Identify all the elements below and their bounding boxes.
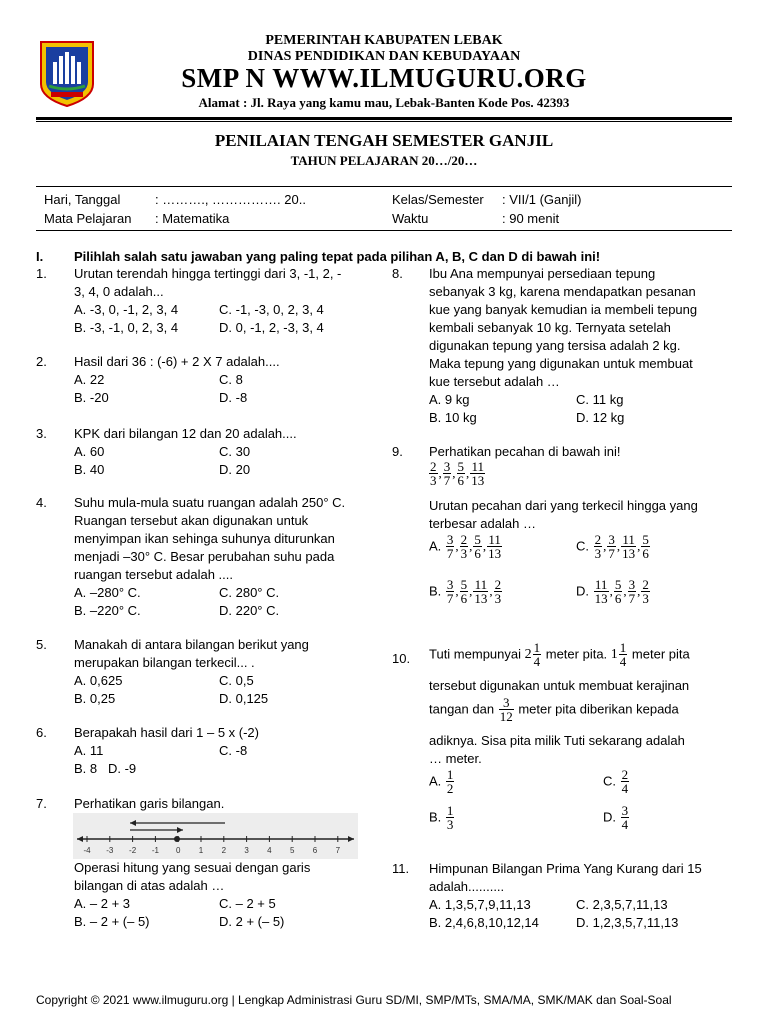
question-number: 10. xyxy=(392,651,411,666)
denominator: 13 xyxy=(594,591,608,606)
question-text: sebanyak 3 kg, karena mendapatkan pesanan xyxy=(429,284,696,299)
question-3 xyxy=(36,425,376,479)
question-text: Himpunan Bilangan Prima Yang Kurang dari 15 xyxy=(429,861,702,876)
denominator: 3 xyxy=(642,591,649,606)
fraction-separator: , xyxy=(603,538,607,554)
numerator: 2 xyxy=(594,532,602,547)
fraction-separator: , xyxy=(616,538,621,554)
fraction-separator: , xyxy=(637,538,641,554)
fraction xyxy=(457,460,466,487)
fraction xyxy=(621,804,630,831)
question-text: KPK dari bilangan 12 dan 20 adalah.... xyxy=(74,426,297,441)
option-label: B. xyxy=(429,583,442,599)
info-top-rule xyxy=(36,186,732,187)
numerator: 2 xyxy=(460,532,468,547)
fraction xyxy=(619,641,628,668)
question-number: 1. xyxy=(36,266,47,281)
question-8 xyxy=(392,265,737,427)
question-number: 11. xyxy=(392,861,410,876)
fraction-separator: , xyxy=(637,583,641,599)
option-c: C. 11 kg xyxy=(576,392,624,407)
option-d-fractions xyxy=(593,577,651,606)
question-text: Tuti mempunyai xyxy=(429,646,521,662)
option-c: C. -1, -3, 0, 2, 3, 4 xyxy=(219,302,324,317)
section-instruction: Pilihlah salah satu jawaban yang paling tepat pada pilihan A, B, C dan D di bawah ini! xyxy=(74,249,601,264)
number-line-tick-label: 1 xyxy=(198,846,204,855)
fraction xyxy=(607,533,616,560)
numerator: 3 xyxy=(443,459,451,474)
option-c: C. – 2 + 5 xyxy=(219,896,276,911)
number-line-tick-label: 5 xyxy=(289,846,295,855)
question-text: adiknya. Sisa pita milik Tuti sekarang adalah xyxy=(429,733,685,748)
fraction xyxy=(460,533,469,560)
fraction xyxy=(487,533,502,560)
fraction xyxy=(641,533,650,560)
question-text: Maka tepung yang digunakan untuk membuat xyxy=(429,356,693,371)
question-text: ruangan tersebut adalah .... xyxy=(74,567,234,582)
question-6 xyxy=(36,724,376,778)
question-text: kembali sebanyak 10 kg. Ternyata setelah xyxy=(429,320,671,335)
fraction-separator: , xyxy=(609,583,613,599)
fraction xyxy=(443,460,452,487)
mixed-number-whole: 1 xyxy=(610,646,618,662)
option-label: A. xyxy=(429,773,442,789)
fraction xyxy=(641,578,650,605)
question-number: 4. xyxy=(36,495,47,510)
info-class-value: : VII/1 (Ganjil) xyxy=(502,192,582,207)
number-line-tick-label: 7 xyxy=(335,846,341,855)
option-b: B. – 2 + (– 5) xyxy=(74,914,150,929)
question-text: meter pita diberikan kepada xyxy=(518,701,679,717)
denominator: 3 xyxy=(594,546,602,561)
denominator: 3 xyxy=(494,591,502,606)
fraction xyxy=(446,578,455,605)
numerator: 11 xyxy=(594,577,608,592)
question-number: 2. xyxy=(36,354,47,369)
option-label: C. xyxy=(603,773,616,789)
option-b-fractions xyxy=(445,577,503,606)
question-text: Perhatikan pecahan di bawah ini! xyxy=(429,444,621,459)
question-text: Suhu mula-mula suatu ruangan adalah 250° C. xyxy=(74,495,346,510)
fraction xyxy=(494,578,503,605)
denominator: 7 xyxy=(446,591,454,606)
numerator: 2 xyxy=(494,577,502,592)
mixed-number-whole: 2 xyxy=(524,646,532,662)
option-d: D. 220° C. xyxy=(219,603,280,618)
numerator: 3 xyxy=(628,577,636,592)
number-line-tick-label: -1 xyxy=(151,846,159,855)
question-text: Perhatikan garis bilangan. xyxy=(74,796,225,811)
denominator: 6 xyxy=(474,546,481,561)
number-line-tick-label: 3 xyxy=(244,846,249,855)
info-day-value: : ………., ……………. 20.. xyxy=(155,192,306,207)
question-text: menjadi –30° C. Besar perubahan suhu pada xyxy=(74,549,335,564)
denominator: 4 xyxy=(533,654,541,669)
info-time-value: : 90 menit xyxy=(502,211,560,226)
numerator: 3 xyxy=(446,577,454,592)
question-text: bilangan di atas adalah … xyxy=(74,878,225,893)
denominator: 13 xyxy=(622,546,636,561)
fraction xyxy=(614,578,623,605)
question-text: meter pita xyxy=(631,646,690,662)
option-a: A. 60 xyxy=(74,444,105,459)
fraction xyxy=(594,533,603,560)
fraction-separator: , xyxy=(438,465,442,481)
option-a: A. -3, 0, -1, 2, 3, 4 xyxy=(74,302,179,317)
denominator: 3 xyxy=(460,546,468,561)
header-rule-thin xyxy=(36,121,732,122)
question-text: Operasi hitung yang sesuai dengan garis xyxy=(74,860,311,875)
numerator: 11 xyxy=(471,459,485,474)
question-text: merupakan bilangan terkecil... . xyxy=(74,655,255,670)
numerator: 5 xyxy=(457,459,464,474)
option-b xyxy=(429,804,455,831)
question-text: Urutan terendah hingga tertinggi dari 3, -1, 2, - xyxy=(74,266,342,281)
option-b: B. 40 xyxy=(74,462,105,477)
option-c: C. 0,5 xyxy=(219,673,254,688)
option-d: D. 2 + (– 5) xyxy=(219,914,285,929)
option-a: A. 0,625 xyxy=(74,673,123,688)
fraction xyxy=(446,533,455,560)
numerator: 1 xyxy=(533,640,541,655)
number-line-tick-label: 0 xyxy=(175,846,181,855)
numerator: 11 xyxy=(622,532,635,547)
question-text: Hasil dari 36 : (-6) + 2 X 7 adalah.... xyxy=(74,354,280,369)
option-c: C. 2,3,5,7,11,13 xyxy=(576,897,668,912)
question-text: Manakah di antara bilangan berikut yang xyxy=(74,637,309,652)
info-class-label: Kelas/Semester xyxy=(392,192,484,207)
school-address: Alamat : Jl. Raya yang kamu mau, Lebak-Banten Kode Pos. 42393 xyxy=(198,95,570,110)
numerator: 3 xyxy=(499,696,514,710)
header-rule xyxy=(36,117,732,120)
numerator: 3 xyxy=(446,532,454,547)
number-line-tick-label: 6 xyxy=(312,846,318,855)
question-5 xyxy=(36,636,376,708)
header-department: DINAS PENDIDIKAN DAN KEBUDAYAAN xyxy=(247,49,521,64)
numerator: 5 xyxy=(614,577,622,592)
number-line-tick-label: -4 xyxy=(83,846,91,855)
option-a: A. 22 xyxy=(74,372,105,387)
school-name: SMP N WWW.ILMUGURU.ORG xyxy=(181,63,587,93)
denominator: 2 xyxy=(446,781,454,796)
fraction-separator: , xyxy=(482,538,487,554)
question-4 xyxy=(36,494,376,620)
fraction-separator: , xyxy=(452,465,456,481)
fraction xyxy=(460,578,469,605)
option-label: B. xyxy=(429,809,442,825)
question-text: tangan dan xyxy=(429,701,495,717)
option-c: C. -8 xyxy=(219,743,248,758)
question-number: 7. xyxy=(36,796,47,811)
fraction-separator: , xyxy=(455,583,459,599)
fraction xyxy=(533,641,542,668)
option-d xyxy=(603,804,630,831)
denominator: 6 xyxy=(460,591,468,606)
question-text: menyimpan ikan sehinga suhunya diturunkan xyxy=(74,531,335,546)
question-text: Ruangan tersebut akan digunakan untuk xyxy=(74,513,309,528)
question-text: terbesar adalah … xyxy=(429,516,536,531)
option-b: B. 0,25 xyxy=(74,691,116,706)
numerator: 2 xyxy=(430,459,437,474)
question-9 xyxy=(392,443,737,618)
question-text: … meter. xyxy=(429,751,482,766)
numerator: 11 xyxy=(488,532,501,547)
numerator: 5 xyxy=(460,577,468,592)
question-text: Ibu Ana mempunyai persediaan tepung xyxy=(429,266,656,281)
question-7 xyxy=(36,795,376,935)
option-b xyxy=(429,578,503,605)
question-text: meter pita. xyxy=(545,646,608,662)
section-number: I. xyxy=(36,249,44,264)
option-label: C. xyxy=(576,538,589,554)
question-1 xyxy=(36,265,376,337)
option-b: B. 10 kg xyxy=(429,410,477,425)
option-a: A. 11 xyxy=(74,743,104,758)
denominator: 3 xyxy=(430,473,437,488)
option-d: D. 12 kg xyxy=(576,410,625,425)
numerator: 1 xyxy=(446,767,454,782)
fraction-separator: , xyxy=(455,538,459,554)
option-c-fractions xyxy=(593,532,651,561)
option-d: D. 0,125 xyxy=(219,691,269,706)
numerator: 1 xyxy=(619,640,627,655)
denominator: 4 xyxy=(621,781,629,796)
question-number: 5. xyxy=(36,637,47,652)
option-d: D. 20 xyxy=(219,462,251,477)
numerator: 2 xyxy=(621,767,629,782)
number-line-figure xyxy=(73,813,358,859)
question-line-3 xyxy=(429,696,679,723)
fraction xyxy=(429,460,438,487)
option-c: C. 30 xyxy=(219,444,251,459)
fraction xyxy=(628,578,637,605)
option-b: B. 2,4,6,8,10,12,14 xyxy=(429,915,539,930)
denominator: 7 xyxy=(446,546,454,561)
option-a: A. 1,3,5,7,9,11,13 xyxy=(429,897,531,912)
numerator: 11 xyxy=(474,577,488,592)
fraction-separator: , xyxy=(469,538,473,554)
denominator: 12 xyxy=(499,709,513,724)
fraction xyxy=(446,804,455,831)
denominator: 3 xyxy=(446,817,454,832)
option-b: B. –220° C. xyxy=(74,603,141,618)
denominator: 4 xyxy=(619,654,627,669)
question-text: adalah.......... xyxy=(429,879,505,894)
number-line-tick-label: -3 xyxy=(106,846,114,855)
question-2 xyxy=(36,353,376,407)
fraction-separator: , xyxy=(489,583,493,599)
question-number: 3. xyxy=(36,426,47,441)
numerator: 5 xyxy=(474,532,481,547)
info-time-label: Waktu xyxy=(392,211,429,226)
number-line-tick-label: 2 xyxy=(221,846,227,855)
option-d: D. 1,2,3,5,7,11,13 xyxy=(576,915,679,930)
fraction xyxy=(446,768,455,795)
option-c xyxy=(576,533,651,560)
fraction-separator: , xyxy=(623,583,627,599)
fraction xyxy=(621,768,630,795)
number-line-tick-label: 4 xyxy=(267,846,272,855)
numerator: 5 xyxy=(642,532,649,547)
denominator: 7 xyxy=(608,546,615,561)
denominator: 7 xyxy=(628,591,636,606)
question-number: 8. xyxy=(392,266,403,281)
numerator: 2 xyxy=(642,577,649,592)
denominator: 13 xyxy=(488,546,502,561)
number-line-tick-label: -2 xyxy=(129,846,137,855)
option-label: A. xyxy=(429,538,442,554)
question-text: kue tersebut adalah … xyxy=(429,374,560,389)
option-a-fractions xyxy=(445,532,503,561)
numerator: 3 xyxy=(621,803,629,818)
fraction-separator: , xyxy=(469,583,473,599)
numerator: 1 xyxy=(446,803,454,818)
question-number: 6. xyxy=(36,725,47,740)
option-b: B. -20 xyxy=(74,390,109,405)
fraction xyxy=(621,533,636,560)
option-a: A. –280° C. xyxy=(74,585,141,600)
numerator: 3 xyxy=(608,532,615,547)
question-text: tersebut digunakan untuk membuat kerajinan xyxy=(429,678,690,693)
denominator: 6 xyxy=(457,473,464,488)
option-a xyxy=(429,768,455,795)
option-c: C. 280° C. xyxy=(219,585,280,600)
fraction-separator: , xyxy=(466,465,470,481)
option-d: D. 0, -1, 2, -3, 3, 4 xyxy=(219,320,324,335)
header-government: PEMERINTAH KABUPATEN LEBAK xyxy=(265,33,503,48)
option-b: B. -3, -1, 0, 2, 3, 4 xyxy=(74,320,179,335)
denominator: 6 xyxy=(614,591,622,606)
option-d: D. -8 xyxy=(219,390,248,405)
fraction xyxy=(473,578,488,605)
option-a: A. – 2 + 3 xyxy=(74,896,131,911)
denominator: 13 xyxy=(474,591,488,606)
option-label: D. xyxy=(576,583,589,599)
denominator: 4 xyxy=(621,817,629,832)
info-day-label: Hari, Tanggal xyxy=(44,192,121,207)
info-subject-label: Mata Pelajaran xyxy=(44,211,132,226)
question-text: digunakan tepung yang tersisa adalah 2 kg. xyxy=(429,338,681,353)
option-label: D. xyxy=(603,809,616,825)
question-10 xyxy=(392,641,737,841)
option-a: A. 9 kg xyxy=(429,392,470,407)
denominator: 6 xyxy=(642,546,649,561)
option-a xyxy=(429,533,503,560)
question-line-1 xyxy=(429,641,690,668)
question-11 xyxy=(392,860,737,932)
question-text: Berapakah hasil dari 1 – 5 x (-2) xyxy=(74,725,259,740)
fraction xyxy=(594,578,609,605)
option-c xyxy=(603,768,630,795)
question-text: 3, 4, 0 adalah... xyxy=(74,284,164,299)
question-number: 9. xyxy=(392,444,403,459)
fraction xyxy=(470,460,485,487)
question-text: kue yang banyak kemudian ia membeli tepung xyxy=(429,302,698,317)
exam-title: PENILAIAN TENGAH SEMESTER GANJIL xyxy=(214,131,554,150)
question-text: Urutan pecahan dari yang terkecil hingga yang xyxy=(429,498,698,513)
info-subject-value: : Matematika xyxy=(155,211,230,226)
option-d xyxy=(576,578,651,605)
exam-year: TAHUN PELAJARAN 20…/20… xyxy=(290,153,478,168)
fraction-list xyxy=(428,460,486,487)
option-b-d: B. 8 D. -9 xyxy=(74,761,137,776)
option-c: C. 8 xyxy=(219,372,243,387)
footer-copyright: Copyright © 2021 www.ilmuguru.org | Lengkap Administrasi Guru SD/MI, SMP/MTs, SMA/MA, SMK/MAK dan Soal-Soal xyxy=(36,993,672,1007)
fraction xyxy=(473,533,482,560)
denominator: 7 xyxy=(443,473,451,488)
fraction xyxy=(499,696,514,723)
info-bottom-rule xyxy=(36,230,732,231)
denominator: 13 xyxy=(471,473,485,488)
